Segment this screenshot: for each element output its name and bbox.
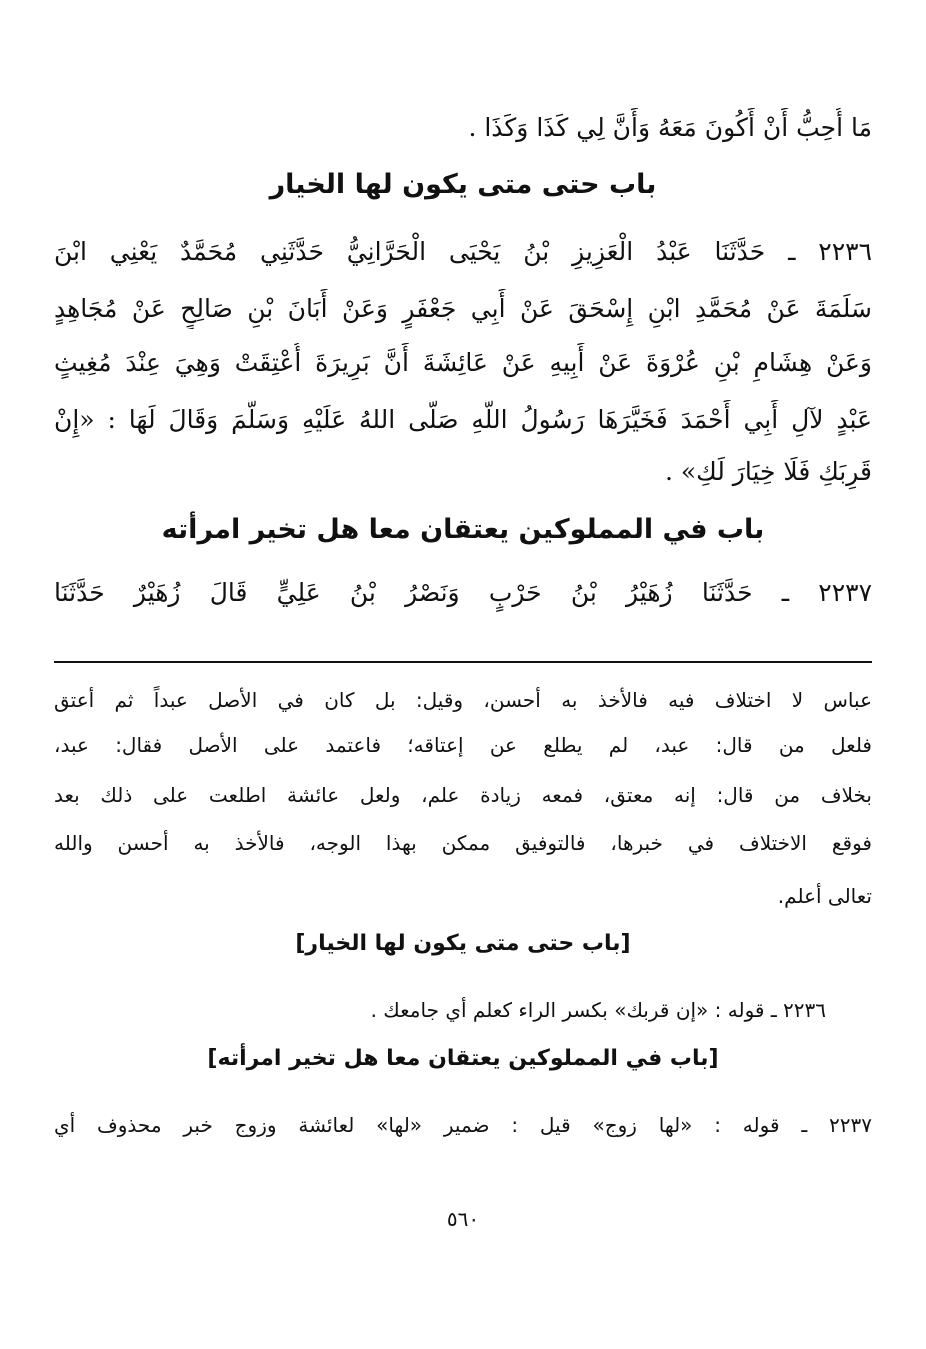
footnote-line-3: بخلاف من قال: إنه معتق، فمعه زيادة علم، ولعل عائشة اطلعت على ذلك بعد <box>54 783 872 807</box>
footnote-line-5: تعالى أعلم. <box>777 884 872 908</box>
footnote-heading-1: [باب حتى متى يكون لها الخيار] <box>295 931 631 956</box>
footnote-line-1: عباس لا اختلاف فيه فالأخذ به أحسن، وقيل: بل كان في الأصل عبداً ثم أعتق <box>54 688 872 712</box>
text-line-hadith-2236-5: قَرِبَكِ فَلَا خِيَارَ لَكِ» . <box>664 457 872 486</box>
footnote-line-2: فلعل من قال: عبد، لم يطلع عن إعتاقه؛ فاعتمد على الأصل فقال: عبد، <box>54 733 872 757</box>
chapter-heading-1: باب حتى متى يكون لها الخيار <box>269 169 657 200</box>
chapter-heading-2: باب في المملوكين يعتقان معا هل تخير امرأته <box>161 514 765 545</box>
footnote-line-4: فوقع الاختلاف في خبرها، فالتوفيق ممكن بهذا الوجه، فالأخذ به أحسن والله <box>54 831 872 855</box>
footnote-divider <box>54 661 872 663</box>
text-line-1: مَا أُحِبُّ أَنْ أَكُونَ مَعَهُ وَأَنَّ لِي كَذَا وَكَذَا . <box>468 113 872 142</box>
text-line-hadith-2236-4: عَبْدٍ لآلِ أَبِي أَحْمَدَ فَخَيَّرَهَا رَسُولُ اللَّهِ صَلَّى اللهُ عَلَيْهِ وَسَلَّمَ وَقَالَ لَهَا : «إِنْ <box>54 405 872 434</box>
text-line-hadith-2237-1: ٢٢٣٧ ـ حَدَّثَنَا زُهَيْرُ بْنُ حَرْبٍ وَنَصْرُ بْنُ عَلِيٍّ قَالَ زُهَيْرٌ حَدَّثَنَا <box>54 578 872 607</box>
footnote-note-2237: ٢٢٣٧ ـ قوله : «لها زوج» قيل : ضمير «لها» لعائشة وزوج خبر محذوف أي <box>54 1113 872 1137</box>
text-line-hadith-2236-3: وَعَنْ هِشَامِ بْنِ عُرْوَةَ عَنْ أَبِيهِ عَنْ عَائِشَةَ أَنَّ بَرِيرَةَ أُعْتِقَتْ وَهِيَ عِنْدَ مُغِيثٍ <box>54 348 872 377</box>
page-number: ٥٦٠ <box>446 1207 480 1231</box>
footnote-note-2236: ٢٢٣٦ ـ قوله : «إن قربك» بكسر الراء كعلم أي جامعك . <box>370 998 826 1022</box>
text-line-hadith-2236-2: سَلَمَةَ عَنْ مُحَمَّدِ ابْنِ إِسْحَقَ عَنْ أَبِي جَعْفَرٍ وَعَنْ أَبَانَ بْنِ صَالِحٍ عَنْ مُجَاهِدٍ <box>54 294 872 323</box>
footnote-heading-2: [باب في المملوكين يعتقان معا هل تخير امرأته] <box>207 1046 719 1071</box>
text-line-hadith-2236-1: ٢٢٣٦ ـ حَدَّثَنَا عَبْدُ الْعَزِيزِ بْنُ يَحْيَى الْحَرَّانِيُّ حَدَّثَنِي مُحَمَّدٌ يَعْنِي ابْنَ <box>54 237 872 266</box>
